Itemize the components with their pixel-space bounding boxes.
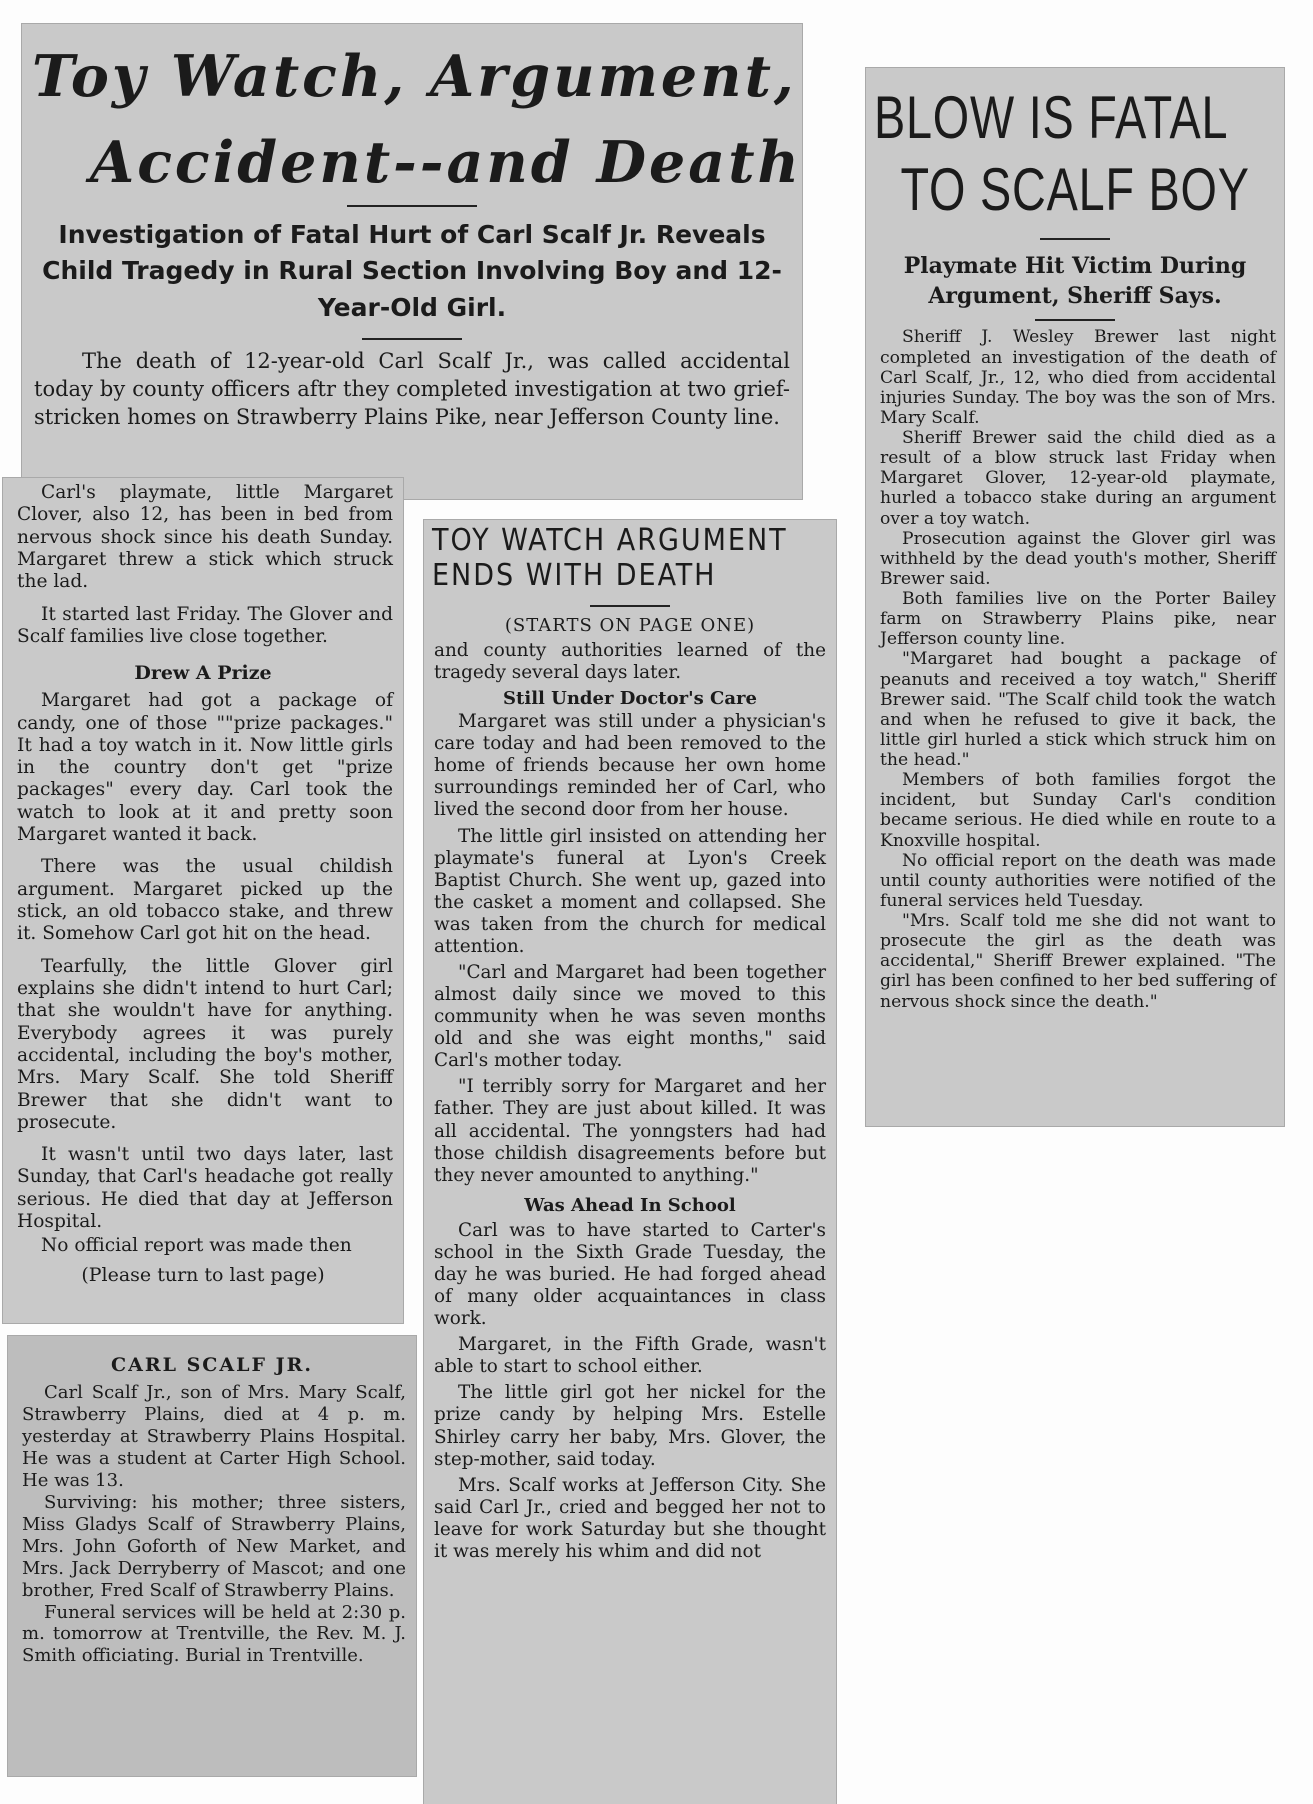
headline-line-1: Toy Watch, Argument, <box>32 43 797 110</box>
deck-headline: Playmate Hit Victim During Argument, Sheriff Says. <box>903 253 1247 309</box>
clipping-continuation-article <box>424 520 836 1804</box>
clipping-toy-watch-article <box>22 24 802 499</box>
starts-on-page-one: (STARTS ON PAGE ONE) <box>504 615 756 636</box>
paragraph: Members of both families forgot the incident, but Sunday Carl's condition became serious. He died while en route to a Knoxville hospital. <box>880 770 1276 851</box>
paragraph: Carl was to have started to Carter's school in the Sixth Grade Tuesday, the day he was buried. He had forged ahead of many older acquaintances in class work. <box>434 1219 826 1330</box>
paragraph: Mrs. Scalf works at Jefferson City. She said Carl Jr., cried and begged her not to leave for work Saturday but she thought it was merely his whim and did not <box>434 1474 826 1562</box>
obituary-headline: CARL SCALF JR. <box>110 1354 314 1376</box>
headline-line-2: TO SCALF BOY <box>900 156 1250 223</box>
paragraph: No official report was made then <box>41 1235 352 1257</box>
paragraph: Carl Scalf Jr., son of Mrs. Mary Scalf, Strawberry Plains, died at 4 p. m. yesterday at Strawberry Plains Hospital. He was a student at Carter High School. He was 13. <box>22 1382 406 1491</box>
clipping-blow-fatal-article <box>866 68 1284 1126</box>
paragraph: It wasn't until two days later, last Sunday, that Carl's headache got really serious. He died that day at Jefferson Hospital. <box>17 1144 393 1233</box>
headline-rule <box>590 605 670 607</box>
headline: TOY WATCH ARGUMENT ENDS WITH DEATH <box>432 523 788 593</box>
paragraph: Margaret, in the Fifth Grade, wasn't able to start to school either. <box>434 1334 826 1378</box>
paragraph: "Carl and Margaret had been together almost daily since we moved to this community when he was seven months old and she was eight months," said Carl's mother today. <box>434 962 826 1072</box>
deck-rule <box>362 338 462 340</box>
headline-rule <box>347 205 477 207</box>
paragraph: No official report on the death was made until county authorities were notified of the funeral services held Tuesday. <box>880 850 1276 911</box>
paragraph: and county authorities learned of the tragedy several days later. <box>434 640 826 684</box>
paragraph: Prosecution against the Glover girl was withheld by the dead youth's mother, Sheriff Brewer said. <box>880 528 1276 589</box>
headline-rule <box>1040 238 1110 240</box>
paragraph: The little girl insisted on attending her playmate's funeral at Lyon's Creek Baptist Church. She went up, gazed into the casket a moment and collapsed. She was taken from the church for medical attention. <box>434 825 826 957</box>
paragraph: "Margaret had bought a package of peanuts and received a toy watch," Sheriff Brewer said. "The Scalf child took the watch and when he refused to give it back, the little girl hurled a stick which struck him on the head." <box>880 649 1276 770</box>
deck-rule <box>1035 319 1115 321</box>
subhead-ahead-in-school: Was Ahead In School <box>524 1194 736 1216</box>
paragraph: It started last Friday. The Glover and Scalf families live close together. <box>17 603 393 647</box>
headline-line-2: Accident--and Death <box>90 128 802 196</box>
paragraph: Tearfully, the little Glover girl explains she didn't intend to hurt Carl; that she wouldn't have for anything. Everybody agrees it was purely accidental, including the boy's mother, Mrs. Mary Scalf. She told Sheriff Brewer that she didn't want to prosecute. <box>17 955 393 1133</box>
paragraph: "Mrs. Scalf told me she did not want to prosecute the girl as the death was accidental," Sheriff Brewer explained. "The girl has been confined to her bed suffering of nervous shock since the death." <box>880 911 1276 1012</box>
paragraph: Surviving: his mother; three sisters, Miss Gladys Scalf of Strawberry Plains, Mrs. John Goforth of New Market, and Mrs. Jack Derryberry of Mascot; and one brother, Fred Scalf of Strawberry Plains. <box>22 1491 406 1601</box>
paragraph: The little girl got her nickel for the prize candy by helping Mrs. Estelle Shirley carry her baby, Mrs. Glover, the step-mother, said today. <box>434 1382 826 1470</box>
continued-note: (Please turn to last page) <box>81 1263 325 1286</box>
paragraph: "I terribly sorry for Margaret and her father. They are just about killed. It was all accidental. The yonngsters had had those childish disagreements before but they never amounted to anything." <box>434 1076 826 1186</box>
paragraph: There was the usual childish argument. Margaret picked up the stick, an old tobacco stake, and threw it. Somehow Carl got hit on the head. <box>17 856 393 945</box>
paragraph: Carl's playmate, little Margaret Clover, also 12, has been in bed from nervous shock since his death Sunday. Margaret threw a stick which struck the lad. <box>17 482 393 593</box>
paragraph: Sheriff J. Wesley Brewer last night completed an investigation of the death of Carl Scalf, Jr., 12, who died from accidental injuries Sunday. The boy was the son of Mrs. Mary Scalf. <box>880 327 1276 428</box>
subhead-doctors-care: Still Under Doctor's Care <box>503 688 757 710</box>
paragraph: Margaret was still under a physician's care today and had been removed to the home of friends because her own home surroundings reminded her of Carl, who lived the second door from her house. <box>434 711 826 821</box>
clipping-obituary <box>8 1336 416 1776</box>
paragraph: Funeral services will be held at 2:30 p. m. tomorrow at Trentville, the Rev. M. J. Smith officiating. Burial in Trentville. <box>22 1601 406 1667</box>
paragraph: Margaret had got a package of candy, one of those ""prize packages." It had a toy watch in it. Now little girls in the country don't get "prize packages" every day. Carl took the watch to look at it and pretty soon Margaret wanted it back. <box>17 690 393 846</box>
clipping-toy-watch-column <box>3 478 403 1323</box>
subhead-drew-a-prize: Drew A Prize <box>134 662 272 685</box>
deck-headline: Investigation of Fatal Hurt of Carl Scalf Jr. Reveals Child Tragedy in Rural Section Involving Boy and 12-Year-Old Girl. <box>42 220 782 322</box>
lead-paragraph: The death of 12-year-old Carl Scalf Jr., was called accidental today by county officers aftr they completed investigation at two grief-stricken homes on Strawberry Plains Pike, near Jefferson County line. <box>34 348 790 429</box>
paragraph: Both families live on the Porter Bailey farm on Strawberry Plains pike, near Jefferson county line. <box>880 589 1276 650</box>
paragraph: Sheriff Brewer said the child died as a result of a blow struck last Friday when Margaret Glover, 12-year-old playmate, hurled a tobacco stake during an argument over a toy watch. <box>880 428 1276 529</box>
headline-line-1: BLOW IS FATAL <box>874 84 1229 151</box>
